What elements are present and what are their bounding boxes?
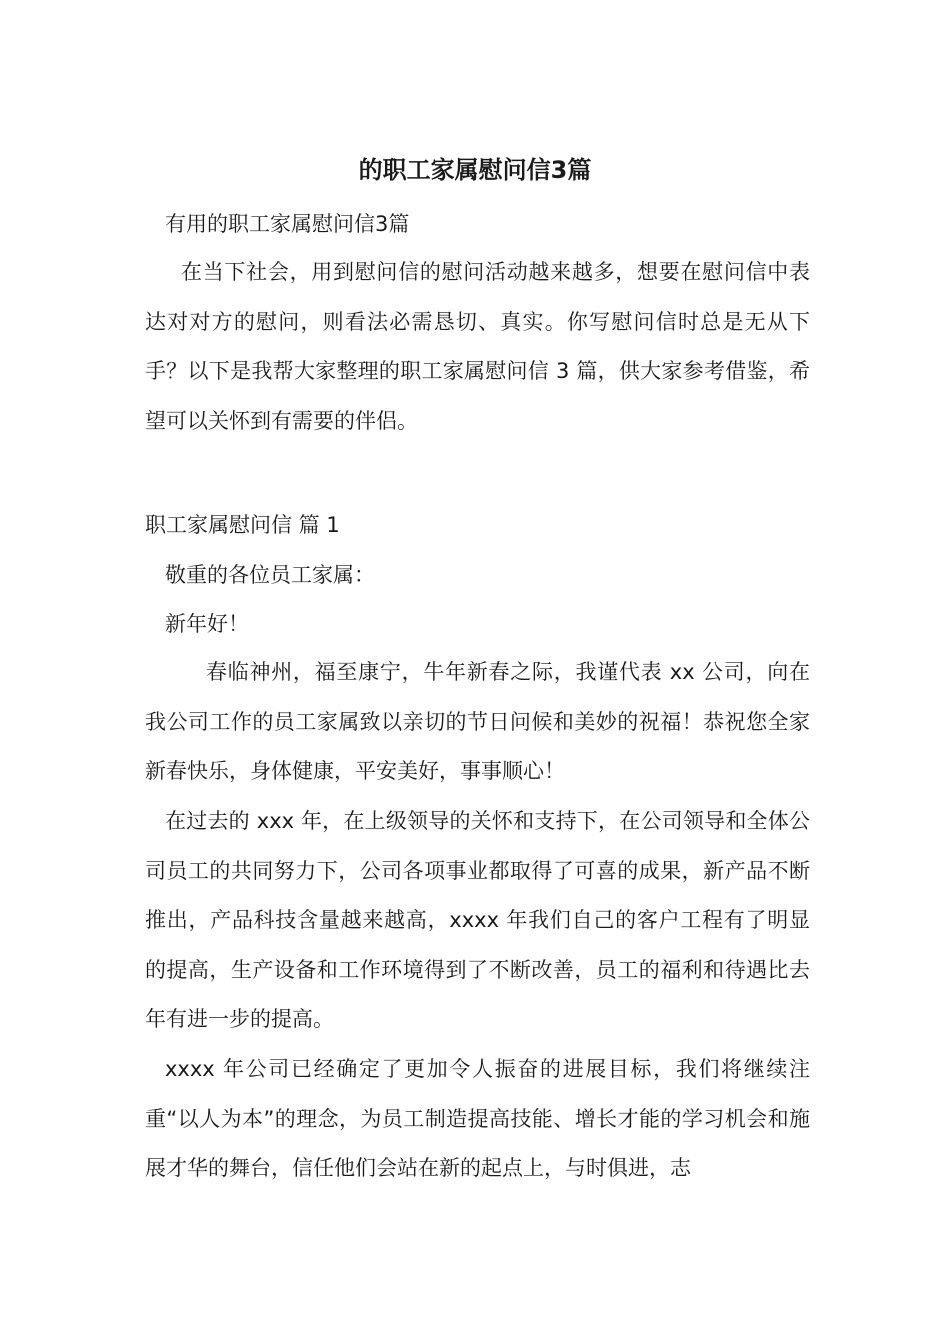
greeting: 新年好！ — [165, 612, 249, 636]
letter-paragraph-2: 在过去的 xxx 年，在上级领导的关怀和支持下，在公司领导和全体公司员工的共同努力下，公司各项事业都取得了可喜的成果，新产品不断推出，产品科技含量越来越高，xxxx 年我们自己的客户工程有了明显的提高，生产设备和工作环境得到了不断改善，员工的福利和待遇比去年有进一步的提高。 — [145, 809, 810, 1031]
document-title: 的职工家属慰问信3篇 — [358, 156, 592, 184]
letter-paragraph-1: 春临神州，福至康宁，牛年新春之际，我谨代表 xx 公司，向在我公司工作的员工家属致以亲切的节日问候和美妙的祝福！恭祝您全家新春快乐，身体健康，平安美好，事事顺心！ — [145, 660, 810, 783]
intro-paragraph: 在当下社会，用到慰问信的慰问活动越来越多，想要在慰问信中表达对对方的慰问，则看法必需恳切、真实。你写慰问信时总是无从下手？以下是我帮大家整理的职工家属慰问信 3 篇，供大家参考借鉴，希望可以关怀到有需要的伴侣。 — [145, 260, 810, 433]
section-heading: 职工家属慰问信 篇 1 — [145, 513, 340, 537]
document-subtitle: 有用的职工家属慰问信3篇 — [165, 212, 410, 236]
salutation: 敬重的各位员工家属： — [165, 563, 375, 587]
letter-paragraph-3: xxxx 年公司已经确定了更加令人振奋的进展目标，我们将继续注重“以人为本”的理念，为员工制造提高技能、增长才能的学习机会和施展才华的舞台，信任他们会站在新的起点上，与时俱进，志 — [145, 1057, 810, 1180]
